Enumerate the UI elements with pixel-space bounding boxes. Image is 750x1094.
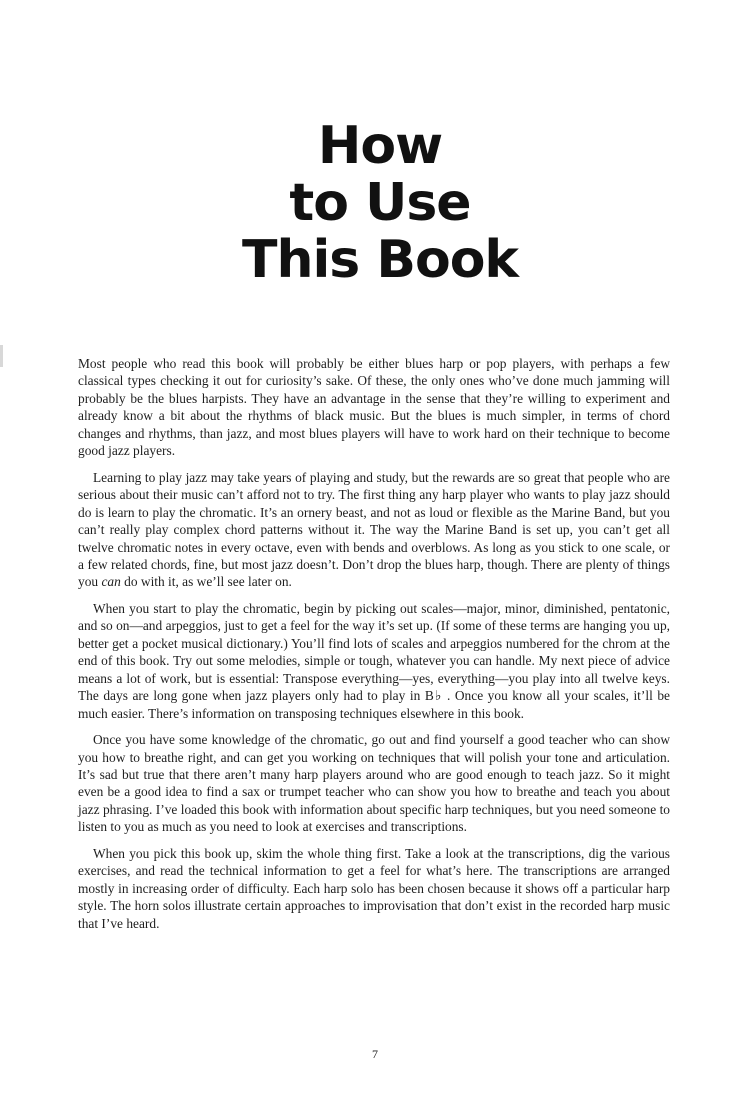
paragraph-2-emphasis: can — [101, 574, 121, 590]
paragraph-5: When you pick this book up, skim the whole thing first. Take a look at the transcriptions, dig the various exercises, and read the technical information to get a feel for what’s here. The transcriptions are arranged mostly in increasing order of difficulty. Each harp solo has been chosen because it shows off a particular harp style. The horn solos illustrate certain approaches to improvisation that don’t exist in the recorded harp music that I’ve heard. — [78, 845, 670, 931]
paragraph-2 — [78, 469, 670, 591]
body-text — [78, 355, 670, 941]
paragraph-3: When you start to play the chromatic, begin by picking out scales—major, minor, diminished, pentatonic, and so on—and arpeggios, just to get a feel for the way it’s set up. (If some of these terms are hanging you up, better get a pocket musical dictionary.) You’ll find lots of scales and arpeggios numbered for the chrom at the end of this book. Try out some melodies, simple or tough, whatever you can handle. My next piece of advice means a lot of work, but is essential: Transpose everything—yes, everything—you play into all twelve keys. The days are long gone when jazz players only had to play in B♭ . Once you know all your scales, it’ll be much easier. There’s information on transposing techniques elsewhere in this book. — [78, 600, 670, 721]
scan-edge-mark — [0, 345, 3, 367]
page-number: 7 — [372, 1047, 378, 1061]
paragraph-1: Most people who read this book will probably be either blues harp or pop players, with perhaps a few classical types checking it out for curiosity’s sake. Of these, the only ones who’ve done much jamming will probably be the blues harpists. They have an advantage in the sense that they’re willing to experiment and already know a bit about the rhythms of black music. But the blues is much simpler, in terms of chord changes and rhythms, than jazz, and most blues players will have to work hard on their technique to become good jazz players. — [78, 356, 670, 459]
chapter-title — [0, 118, 750, 289]
title-line-2: to Use — [289, 173, 471, 233]
paragraph-2-text: Learning to play jazz may take years of playing and study, but the rewards are so great that people who are serious about their music can’t afford not to try. The first thing any harp player who wants to play jazz should do is learn to play the chromatic. It’s an ornery beast, and not as loud or flexible as the Marine Band, but you can’t really play complex chord patterns without it. The way the Marine Band is set up, you can’t get all twelve chromatic notes in every octave, even with bends and overblows. As long as you stick to one scale, or a few related chords, fine, but most jazz doesn’t. Don’t drop the blues harp, though. There are plenty of things you — [78, 469, 670, 590]
title-line-1: How — [317, 116, 443, 176]
title-line-3: This Book — [241, 230, 519, 290]
paragraph-4: Once you have some knowledge of the chromatic, go out and find yourself a good teacher who can show you how to breathe right, and can get you working on techniques that will polish your tone and articulation. It’s sad but true that there aren’t many harp players around who are good enough to teach jazz. So it might even be a good idea to find a sax or trumpet teacher who can show you how to breathe and teach you about jazz phrasing. I’ve loaded this book with information about specific harp techniques, but you need someone to listen to you as much as you need to look at exercises and transcriptions. — [78, 732, 670, 835]
paragraph-2-end: do with it, as we’ll see later on. — [124, 574, 292, 590]
